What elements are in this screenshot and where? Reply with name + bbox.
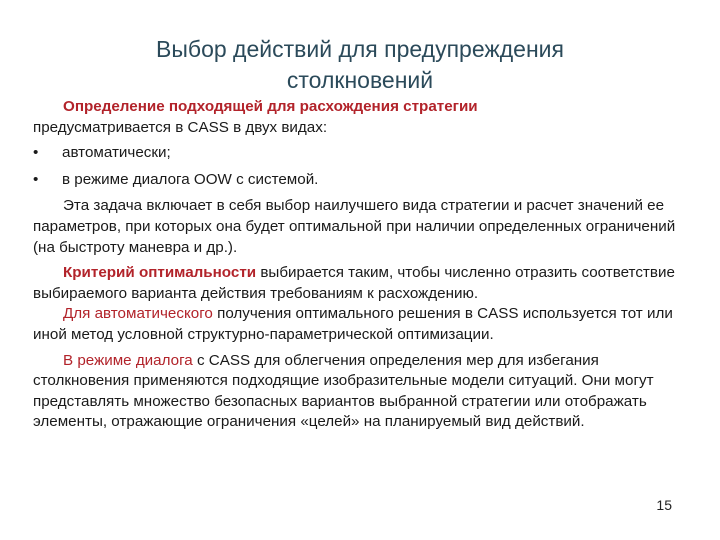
title-line-1: Выбор действий для предупреждения: [156, 36, 564, 62]
bullet-marker: •: [33, 170, 39, 188]
paragraph-task: Эта задача включает в себя выбор наилучшего вида стратегии и расчет значений ее параметров, при которых она будет оптимальной при наличии определенных ограничений (на быстроту маневра и др.).: [33, 197, 676, 256]
paragraph-criterion: [33, 263, 683, 304]
page-number: 15: [656, 497, 672, 513]
dialog-highlight: В режиме диалога: [63, 351, 193, 369]
bullet-marker: •: [33, 144, 39, 162]
list-item: [33, 143, 683, 164]
intro-text: предусматривается в CASS в двух видах:: [33, 118, 328, 136]
bullet-text: в режиме диалога OOW с системой.: [62, 170, 319, 188]
list-item: [33, 170, 683, 191]
dialog-text: с CASS для облегчения определения мер для избегания столкновения применяются подходящие изобразительные модели ситуаций. Они могут представлять множество безопасных вариантов выбранной стратегии или отображать элементы, отражающие ограничения «целей» на планируемый вид действий.: [33, 351, 654, 431]
slide-title: [60, 34, 660, 96]
paragraph-intro: [33, 97, 683, 138]
automatic-text: получения оптимального решения в CASS используется тот или иной метод условной структурно-параметрической оптимизации.: [33, 305, 673, 343]
automatic-highlight: Для автоматического: [63, 305, 213, 323]
paragraph-dialog: [33, 351, 683, 433]
paragraph-automatic: [33, 304, 683, 345]
criterion-text: выбирается таким, чтобы численно отразить соответствие выбираемого варианта действия требованиям к расхождению.: [33, 264, 675, 302]
bullet-text: автоматически;: [62, 144, 171, 162]
slide-body: [33, 97, 683, 433]
criterion-highlight: Критерий оптимальности: [63, 264, 257, 282]
title-line-2: столкновений: [286, 67, 434, 93]
intro-highlight: Определение подходящей для расхождения стратегии: [63, 98, 478, 115]
